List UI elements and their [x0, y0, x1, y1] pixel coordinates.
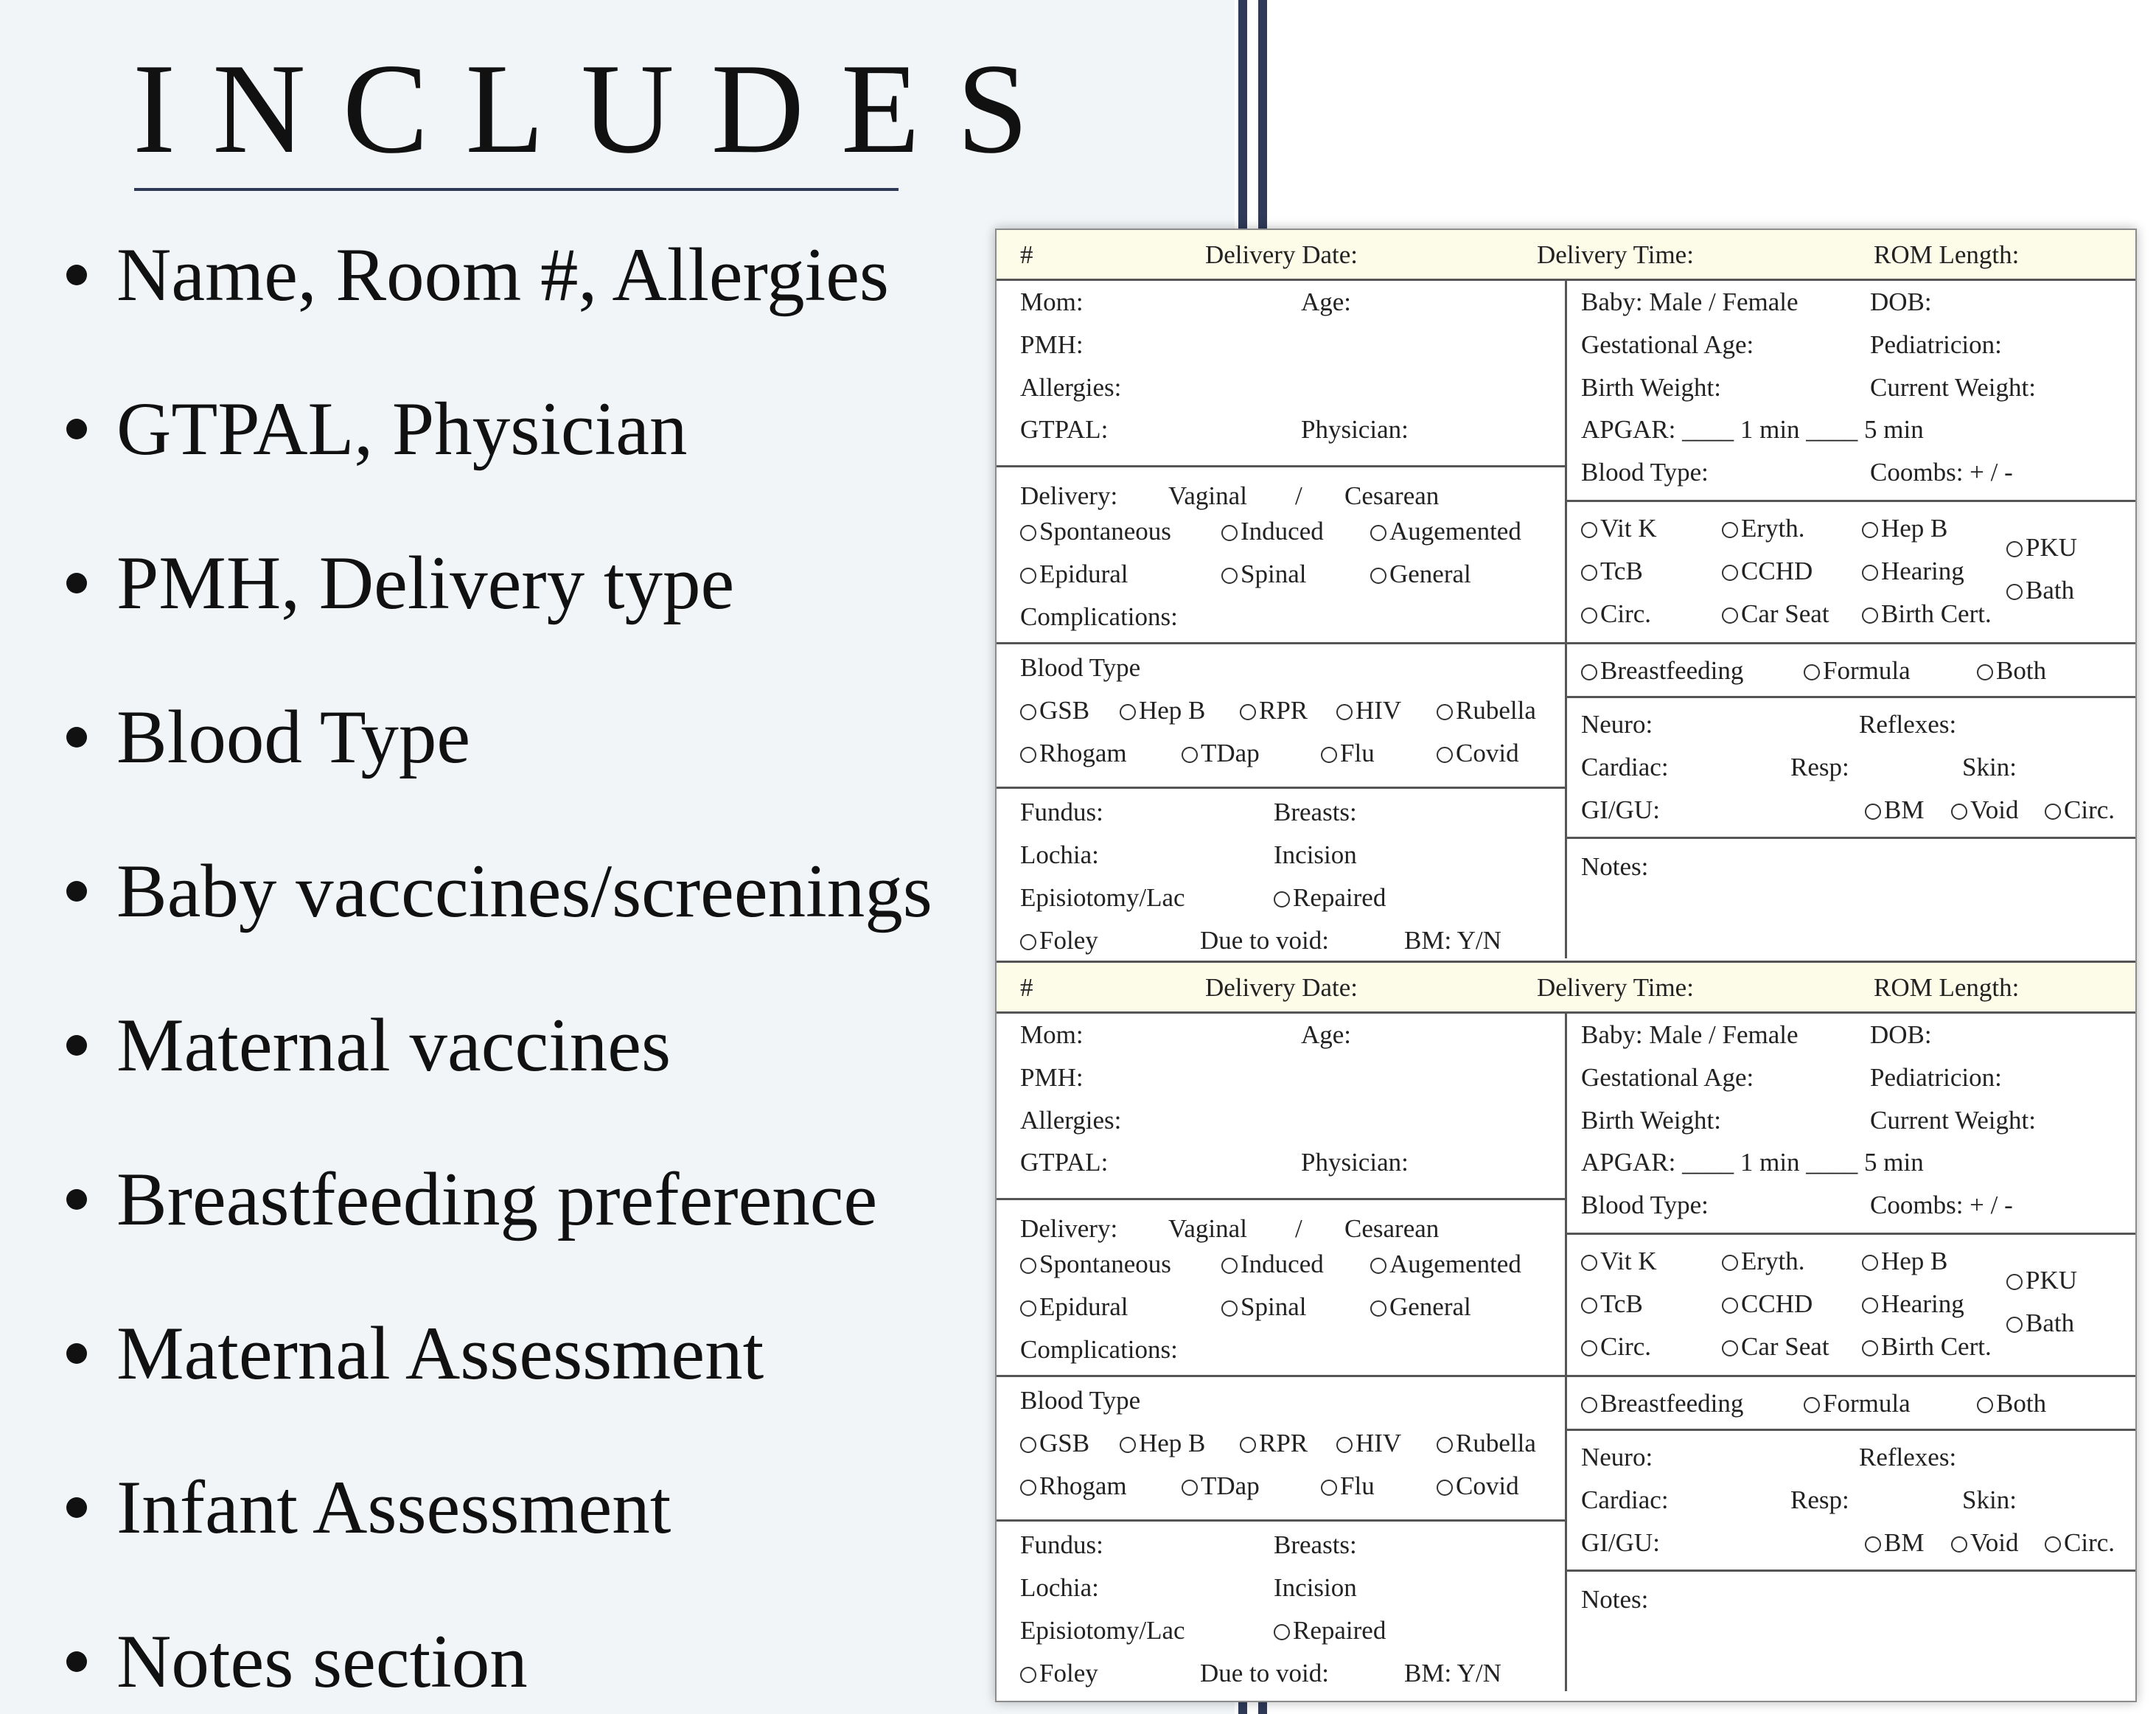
bm-yn-label: BM: Y/N: [1404, 1659, 1501, 1687]
checkbox-circle: [1321, 1480, 1337, 1496]
neuro-label: Neuro:: [1581, 1443, 1653, 1471]
reflexes-label: Reflexes:: [1859, 1443, 1957, 1471]
eryth-checkbox[interactable]: Eryth.: [1722, 515, 1805, 541]
checkbox-circle: [1020, 934, 1036, 950]
gtpal-label: GTPAL:: [1020, 415, 1109, 444]
both-checkbox[interactable]: Both: [1977, 1390, 2046, 1416]
episiotomy-label: Episiotomy/Lac: [1020, 883, 1185, 912]
bm-checkbox[interactable]: BM: [1865, 1530, 1924, 1556]
rubella-checkbox[interactable]: Rubella: [1437, 1430, 1536, 1456]
checkbox-circle: [1581, 1397, 1597, 1413]
spinal-checkbox[interactable]: Spinal: [1221, 1294, 1306, 1320]
due-to-void-label: Due to void:: [1200, 926, 1329, 955]
checkbox-circle: [1336, 1437, 1353, 1453]
checkbox-circle: [1240, 1437, 1256, 1453]
augemented-checkbox[interactable]: Augemented: [1370, 518, 1521, 544]
hearing-checkbox[interactable]: Hearing: [1862, 558, 1964, 584]
hep-b-mom-checkbox[interactable]: Hep B: [1120, 1430, 1205, 1456]
vit-k-checkbox[interactable]: Vit K: [1581, 1248, 1657, 1274]
checkbox-circle: [1437, 747, 1453, 763]
checkbox-circle: [1722, 565, 1738, 581]
skin-label: Skin:: [1962, 753, 2017, 781]
pediatrician-label: Pediatricion:: [1870, 330, 2002, 359]
checkbox-circle: [1020, 1437, 1036, 1453]
birth-cert-checkbox[interactable]: Birth Cert.: [1862, 1334, 1992, 1359]
bullet-icon: [66, 1189, 87, 1210]
feature-item: Maternal Assessment: [66, 1309, 764, 1398]
covid-checkbox[interactable]: Covid: [1437, 1473, 1519, 1499]
bullet-icon: [66, 881, 87, 902]
checkbox-circle: [2006, 541, 2023, 557]
checkbox-circle: [2006, 1317, 2023, 1333]
epidural-checkbox[interactable]: Epidural: [1020, 561, 1128, 587]
foley-checkbox[interactable]: Foley: [1020, 927, 1098, 953]
augemented-checkbox[interactable]: Augemented: [1370, 1251, 1521, 1277]
record-number-label: #: [1020, 973, 1033, 1002]
gestational-age-label: Gestational Age:: [1581, 1063, 1754, 1092]
row-divider: [1567, 696, 2135, 698]
row-divider: [997, 465, 1565, 467]
checkbox-circle: [1221, 1258, 1238, 1274]
row-divider: [1567, 1375, 2135, 1377]
checkbox-circle: [1865, 804, 1881, 820]
delivery-date-label: Delivery Date:: [1205, 973, 1358, 1002]
coombs-label: Coombs: + / -: [1870, 1191, 2013, 1219]
checkbox-circle: [1020, 1480, 1036, 1496]
pku-checkbox[interactable]: PKU: [2006, 534, 2077, 560]
checkbox-circle: [1865, 1536, 1881, 1553]
feature-item: Maternal vaccines: [66, 1001, 671, 1090]
checkbox-circle: [1862, 607, 1878, 624]
blood-type-label: Blood Type: [1020, 653, 1141, 682]
circ-checkbox[interactable]: Circ.: [1581, 1334, 1651, 1359]
form-card: [995, 229, 2137, 1702]
row-divider: [1567, 642, 2135, 644]
checkbox-circle: [1274, 891, 1290, 907]
checkbox-circle: [1804, 1397, 1820, 1413]
checkbox-circle: [1722, 1297, 1738, 1314]
feature-item: Notes section: [66, 1617, 528, 1706]
checkbox-circle: [2006, 1274, 2023, 1290]
record-number-label: #: [1020, 240, 1033, 269]
foley-checkbox[interactable]: Foley: [1020, 1660, 1098, 1686]
checkbox-circle: [1120, 1437, 1136, 1453]
allergies-label: Allergies:: [1020, 373, 1122, 402]
checkbox-circle: [1722, 1340, 1738, 1356]
checkbox-circle: [1581, 1255, 1597, 1271]
row-divider: [997, 1519, 1565, 1522]
delivery-time-label: Delivery Time:: [1537, 240, 1694, 269]
birth-cert-checkbox[interactable]: Birth Cert.: [1862, 601, 1992, 627]
gsb-checkbox[interactable]: GSB: [1020, 1430, 1089, 1456]
baby-blood-type-label: Blood Type:: [1581, 458, 1709, 487]
apgar-label: APGAR: ____ 1 min ____ 5 min: [1581, 1148, 1924, 1177]
notes-label: Notes:: [1581, 1585, 1649, 1614]
car-seat-checkbox[interactable]: Car Seat: [1722, 601, 1829, 627]
breastfeeding-checkbox[interactable]: Breastfeeding: [1581, 658, 1743, 683]
column-divider: [1565, 279, 1567, 958]
cardiac-label: Cardiac:: [1581, 1485, 1669, 1514]
coombs-label: Coombs: + / -: [1870, 458, 2013, 487]
rpr-checkbox[interactable]: RPR: [1240, 697, 1308, 723]
baby-sex-label: Baby: Male / Female: [1581, 1020, 1799, 1049]
checkbox-circle: [1221, 525, 1238, 541]
checkbox-circle: [1370, 1300, 1386, 1317]
void-checkbox[interactable]: Void: [1951, 1530, 2019, 1556]
due-to-void-label: Due to void:: [1200, 1659, 1329, 1687]
flu-checkbox[interactable]: Flu: [1321, 1473, 1375, 1499]
fundus-label: Fundus:: [1020, 798, 1103, 826]
checkbox-circle: [1336, 704, 1353, 720]
bullet-icon: [66, 419, 87, 439]
form-header: [997, 963, 2135, 1014]
gigu-label: GI/GU:: [1581, 1528, 1660, 1557]
checkbox-circle: [1437, 1480, 1453, 1496]
vaginal-option: Vaginal: [1168, 1214, 1247, 1243]
checkbox-circle: [1977, 664, 1993, 680]
checkbox-circle: [1020, 747, 1036, 763]
gestational-age-label: Gestational Age:: [1581, 330, 1754, 359]
bullet-icon: [66, 1343, 87, 1364]
checkbox-circle: [1581, 522, 1597, 538]
bullet-icon: [66, 265, 87, 285]
rpr-checkbox[interactable]: RPR: [1240, 1430, 1308, 1456]
pmh-label: PMH:: [1020, 1063, 1084, 1092]
bath-checkbox[interactable]: Bath: [2006, 577, 2074, 603]
checkbox-circle: [1020, 1667, 1036, 1683]
checkbox-circle: [1581, 607, 1597, 624]
dob-label: DOB:: [1870, 1020, 1932, 1049]
feature-item: Baby vacccines/screenings: [66, 847, 932, 936]
spontaneous-checkbox[interactable]: Spontaneous: [1020, 1251, 1171, 1277]
row-divider: [997, 787, 1565, 789]
checkbox-circle: [1370, 525, 1386, 541]
checkbox-circle: [1804, 664, 1820, 680]
row-divider: [997, 1198, 1565, 1200]
hep-b-mom-checkbox[interactable]: Hep B: [1120, 697, 1205, 723]
checkbox-circle: [1221, 568, 1238, 584]
current-weight-label: Current Weight:: [1870, 373, 2036, 402]
vit-k-checkbox[interactable]: Vit K: [1581, 515, 1657, 541]
checkbox-circle: [1581, 664, 1597, 680]
age-label: Age:: [1301, 1020, 1352, 1049]
checkbox-circle: [1862, 1340, 1878, 1356]
bullet-icon: [66, 573, 87, 593]
bullet-icon: [66, 1651, 87, 1672]
tcb-checkbox[interactable]: TcB: [1581, 1291, 1643, 1317]
tcb-checkbox[interactable]: TcB: [1581, 558, 1643, 584]
checkbox-circle: [1951, 1536, 1967, 1553]
general-checkbox[interactable]: General: [1370, 1294, 1471, 1320]
mom-label: Mom:: [1020, 1020, 1084, 1049]
rhogam-checkbox[interactable]: Rhogam: [1020, 1473, 1127, 1499]
checkbox-circle: [1951, 804, 1967, 820]
row-divider: [997, 642, 1565, 644]
checkbox-circle: [1977, 1397, 1993, 1413]
row-divider: [1567, 1429, 2135, 1431]
tdap-checkbox[interactable]: TDap: [1182, 740, 1260, 766]
checkbox-circle: [1240, 704, 1256, 720]
car-seat-checkbox[interactable]: Car Seat: [1722, 1334, 1829, 1359]
column-divider: [1565, 1011, 1567, 1691]
formula-checkbox[interactable]: Formula: [1804, 1390, 1911, 1416]
vaginal-option: Vaginal: [1168, 481, 1247, 510]
cchd-checkbox[interactable]: CCHD: [1722, 1291, 1813, 1317]
void-checkbox[interactable]: Void: [1951, 797, 2019, 823]
neuro-label: Neuro:: [1581, 710, 1653, 739]
page-title: INCLUDES: [133, 37, 1066, 180]
checkbox-circle: [1321, 747, 1337, 763]
gtpal-label: GTPAL:: [1020, 1148, 1109, 1177]
induced-checkbox[interactable]: Induced: [1221, 1251, 1324, 1277]
hep-b-baby-checkbox[interactable]: Hep B: [1862, 1248, 1947, 1274]
checkbox-circle: [1020, 1300, 1036, 1317]
breastfeeding-checkbox[interactable]: Breastfeeding: [1581, 1390, 1743, 1416]
rubella-checkbox[interactable]: Rubella: [1437, 697, 1536, 723]
physician-label: Physician:: [1301, 415, 1409, 444]
row-divider: [1567, 1570, 2135, 1572]
birth-weight-label: Birth Weight:: [1581, 1106, 1722, 1135]
checkbox-circle: [1862, 1255, 1878, 1271]
baby-sex-label: Baby: Male / Female: [1581, 288, 1799, 316]
checkbox-circle: [1370, 1258, 1386, 1274]
pku-checkbox[interactable]: PKU: [2006, 1267, 2077, 1293]
notes-label: Notes:: [1581, 852, 1649, 881]
rhogam-checkbox[interactable]: Rhogam: [1020, 740, 1127, 766]
bullet-icon: [66, 1035, 87, 1056]
eryth-checkbox[interactable]: Eryth.: [1722, 1248, 1805, 1274]
resp-label: Resp:: [1790, 753, 1849, 781]
title-underline: [134, 188, 899, 191]
repaired-checkbox[interactable]: Repaired: [1274, 885, 1386, 910]
delivery-label: Delivery:: [1020, 1214, 1118, 1243]
complications-label: Complications:: [1020, 1335, 1178, 1364]
checkbox-circle: [1722, 1255, 1738, 1271]
feature-item: PMH, Delivery type: [66, 539, 734, 627]
resp-label: Resp:: [1790, 1485, 1849, 1514]
circ-gu-checkbox[interactable]: Circ.: [2045, 1530, 2115, 1556]
bullet-icon: [66, 727, 87, 748]
breasts-label: Breasts:: [1274, 798, 1357, 826]
checkbox-circle: [1862, 565, 1878, 581]
hearing-checkbox[interactable]: Hearing: [1862, 1291, 1964, 1317]
checkbox-circle: [1370, 568, 1386, 584]
checkbox-circle: [2045, 1536, 2061, 1553]
incision-label: Incision: [1274, 1573, 1357, 1602]
general-checkbox[interactable]: General: [1370, 561, 1471, 587]
cesarean-option: Cesarean: [1344, 481, 1440, 510]
skin-label: Skin:: [1962, 1485, 2017, 1514]
checkbox-circle: [1437, 1437, 1453, 1453]
pediatrician-label: Pediatricion:: [1870, 1063, 2002, 1092]
mom-label: Mom:: [1020, 288, 1084, 316]
checkbox-circle: [1120, 704, 1136, 720]
epidural-checkbox[interactable]: Epidural: [1020, 1294, 1128, 1320]
rom-length-label: ROM Length:: [1874, 973, 2020, 1002]
row-divider: [1567, 837, 2135, 839]
checkbox-circle: [1862, 522, 1878, 538]
checkbox-circle: [1437, 704, 1453, 720]
pmh-label: PMH:: [1020, 330, 1084, 359]
spinal-checkbox[interactable]: Spinal: [1221, 561, 1306, 587]
delivery-date-label: Delivery Date:: [1205, 240, 1358, 269]
checkbox-circle: [1274, 1624, 1290, 1640]
gsb-checkbox[interactable]: GSB: [1020, 697, 1089, 723]
checkbox-circle: [1020, 525, 1036, 541]
flu-checkbox[interactable]: Flu: [1321, 740, 1375, 766]
checkbox-circle: [1722, 522, 1738, 538]
checkbox-circle: [1182, 747, 1198, 763]
delivery-slash: /: [1295, 1214, 1302, 1243]
baby-blood-type-label: Blood Type:: [1581, 1191, 1709, 1219]
checkbox-circle: [1862, 1297, 1878, 1314]
feature-item: Name, Room #, Allergies: [66, 231, 889, 319]
cardiac-label: Cardiac:: [1581, 753, 1669, 781]
checkbox-circle: [1182, 1480, 1198, 1496]
checkbox-circle: [1581, 565, 1597, 581]
bm-checkbox[interactable]: BM: [1865, 797, 1924, 823]
bm-yn-label: BM: Y/N: [1404, 926, 1501, 955]
checkbox-circle: [1581, 1297, 1597, 1314]
dob-label: DOB:: [1870, 288, 1932, 316]
complications-label: Complications:: [1020, 602, 1178, 631]
tdap-checkbox[interactable]: TDap: [1182, 1473, 1260, 1499]
fundus-label: Fundus:: [1020, 1530, 1103, 1559]
blood-type-label: Blood Type: [1020, 1386, 1141, 1415]
feature-item: Infant Assessment: [66, 1463, 671, 1552]
covid-checkbox[interactable]: Covid: [1437, 740, 1519, 766]
repaired-checkbox[interactable]: Repaired: [1274, 1617, 1386, 1643]
hiv-checkbox[interactable]: HIV: [1336, 1430, 1401, 1456]
incision-label: Incision: [1274, 840, 1357, 869]
form-header: [997, 230, 2135, 281]
circ-checkbox[interactable]: Circ.: [1581, 601, 1651, 627]
feature-item: GTPAL, Physician: [66, 385, 687, 473]
checkbox-circle: [1221, 1300, 1238, 1317]
checkbox-circle: [2045, 804, 2061, 820]
gigu-label: GI/GU:: [1581, 795, 1660, 824]
form-section: [997, 230, 2135, 958]
checkbox-circle: [1722, 607, 1738, 624]
row-divider: [997, 1375, 1565, 1377]
bath-checkbox[interactable]: Bath: [2006, 1310, 2074, 1336]
bullet-icon: [66, 1497, 87, 1518]
cesarean-option: Cesarean: [1344, 1214, 1440, 1243]
breasts-label: Breasts:: [1274, 1530, 1357, 1559]
lochia-label: Lochia:: [1020, 1573, 1099, 1602]
hep-b-baby-checkbox[interactable]: Hep B: [1862, 515, 1947, 541]
birth-weight-label: Birth Weight:: [1581, 373, 1722, 402]
current-weight-label: Current Weight:: [1870, 1106, 2036, 1135]
checkbox-circle: [1020, 704, 1036, 720]
spontaneous-checkbox[interactable]: Spontaneous: [1020, 518, 1171, 544]
feature-item: Blood Type: [66, 693, 470, 781]
checkbox-circle: [2006, 584, 2023, 600]
both-checkbox[interactable]: Both: [1977, 658, 2046, 683]
age-label: Age:: [1301, 288, 1352, 316]
checkbox-circle: [1020, 568, 1036, 584]
row-divider: [1567, 500, 2135, 502]
delivery-label: Delivery:: [1020, 481, 1118, 510]
feature-item: Breastfeeding preference: [66, 1155, 877, 1244]
checkbox-circle: [1581, 1340, 1597, 1356]
reflexes-label: Reflexes:: [1859, 710, 1957, 739]
episiotomy-label: Episiotomy/Lac: [1020, 1616, 1185, 1645]
formula-checkbox[interactable]: Formula: [1804, 658, 1911, 683]
delivery-time-label: Delivery Time:: [1537, 973, 1694, 1002]
physician-label: Physician:: [1301, 1148, 1409, 1177]
rom-length-label: ROM Length:: [1874, 240, 2020, 269]
allergies-label: Allergies:: [1020, 1106, 1122, 1135]
hiv-checkbox[interactable]: HIV: [1336, 697, 1401, 723]
induced-checkbox[interactable]: Induced: [1221, 518, 1324, 544]
row-divider: [1567, 1233, 2135, 1235]
lochia-label: Lochia:: [1020, 840, 1099, 869]
circ-gu-checkbox[interactable]: Circ.: [2045, 797, 2115, 823]
delivery-slash: /: [1295, 481, 1302, 510]
checkbox-circle: [1020, 1258, 1036, 1274]
form-section: [997, 961, 2135, 1691]
apgar-label: APGAR: ____ 1 min ____ 5 min: [1581, 415, 1924, 444]
cchd-checkbox[interactable]: CCHD: [1722, 558, 1813, 584]
